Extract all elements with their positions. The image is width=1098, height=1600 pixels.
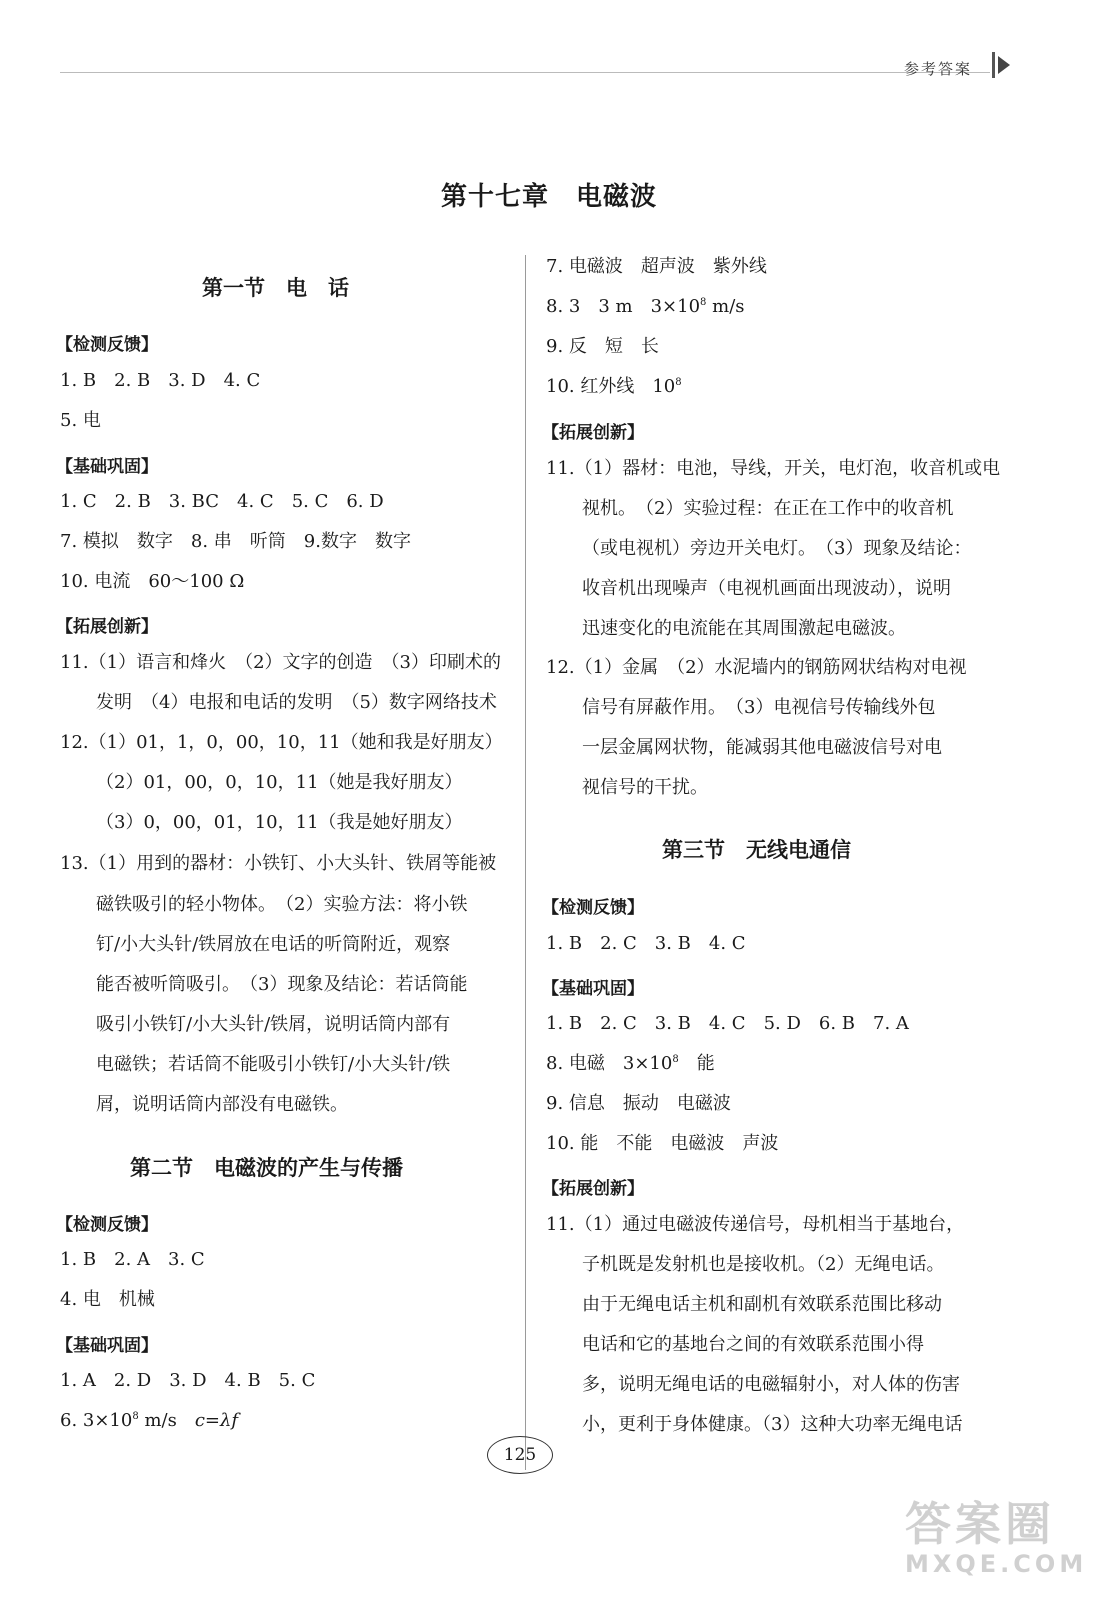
answer-line: 8. 电磁 $3\times 10^8$ 能 — [546, 1053, 715, 1074]
subheading-jiance: 【检测反馈】 — [56, 1215, 158, 1235]
answer-line: 11.（1）器材：电池，导线，开关，电灯泡，收音机或电 — [546, 458, 1001, 479]
answer-line: 8. 3 3 m $3\times 10^8$ m/s — [546, 296, 745, 317]
watermark-logo — [905, 1488, 1087, 1578]
answer-line: 吸引小铁钉/小大头针/铁屑，说明话筒内部有 — [96, 1014, 451, 1035]
answer-line: 视信号的干扰。 — [582, 777, 708, 798]
column-divider — [525, 255, 526, 1470]
header-rule — [60, 72, 990, 73]
answer-line: 10. 能 不能 电磁波 声波 — [546, 1133, 779, 1154]
answer-line: （2）01，00，0，10，11（她是我好朋友） — [96, 772, 463, 793]
answer-line: 屑，说明话筒内部没有电磁铁。 — [96, 1094, 348, 1115]
watermark-url: MXQE.COM — [905, 1550, 1088, 1578]
answer-line: 多，说明无绳电话的电磁辐射小，对人体的伤害 — [582, 1374, 960, 1395]
subheading-tuozhan: 【拓展创新】 — [56, 617, 158, 637]
section-title-2: 第二节 电磁波的产生与传播 — [130, 1156, 403, 1180]
answer-line: 1. C 2. B 3. BC 4. C 5. C 6. D — [60, 491, 384, 512]
section-title-1: 第一节 电 话 — [202, 276, 349, 300]
subheading-jichu: 【基础巩固】 — [56, 457, 158, 477]
answer-line: 4. 电 机械 — [60, 1289, 155, 1310]
answer-line: 视机。 （2）实验过程：在正在工作中的收音机 — [582, 498, 954, 519]
answer-line: 1. B 2. C 3. B 4. C — [546, 933, 746, 954]
answer-line: 12.（1）金属 （2）水泥墙内的钢筋网状结构对电视 — [546, 657, 967, 678]
answer-line: 信号有屏蔽作用。 （3）电视信号传输线外包 — [582, 697, 936, 718]
answer-line: 9. 信息 振动 电磁波 — [546, 1093, 731, 1114]
subheading-tuozhan: 【拓展创新】 — [542, 1179, 644, 1199]
answer-line: 能否被听筒吸引。 （3）现象及结论：若话筒能 — [96, 974, 468, 995]
answer-line: 12.（1）01，1，0，00，10，11（她和我是好朋友） — [60, 732, 503, 753]
subheading-jiance: 【检测反馈】 — [542, 898, 644, 918]
page-number: 125 — [487, 1436, 553, 1474]
answer-line: 13.（1）用到的器材：小铁钉、小大头针、铁屑等能被 — [60, 853, 497, 874]
answer-line: 迅速变化的电流能在其周围激起电磁波。 — [582, 618, 906, 639]
section-title-3: 第三节 无线电通信 — [662, 838, 851, 862]
chapter-title: 第十七章 电磁波 — [440, 182, 657, 212]
answer-line: 一层金属网状物，能减弱其他电磁波信号对电 — [582, 737, 942, 758]
answer-line: 7. 模拟 数字 8. 串 听筒 9.数字 数字 — [60, 531, 411, 552]
answer-line: 1. B 2. B 3. D 4. C — [60, 370, 261, 391]
answer-line: 电磁铁；若话筒不能吸引小铁钉/小大头针/铁 — [96, 1054, 451, 1075]
answer-line: 电话和它的基地台之间的有效联系范围小得 — [582, 1334, 924, 1355]
answer-line: 钉/小大头针/铁屑放在电话的听筒附近，观察 — [96, 934, 451, 955]
triangle-arrow-icon — [998, 56, 1010, 74]
answer-line: 小，更利于身体健康。（3）这种大功率无绳电话 — [582, 1414, 963, 1435]
answer-line: 子机既是发射机也是接收机。（2）无绳电话。 — [582, 1254, 945, 1275]
answer-line: （或电视机）旁边开关电灯。 （3）现象及结论： — [582, 538, 972, 559]
answer-line: 9. 反 短 长 — [546, 336, 659, 357]
answer-line: 收音机出现噪声（电视机画面出现波动），说明 — [582, 578, 951, 599]
answer-line: 由于无绳电话主机和副机有效联系范围比移动 — [582, 1294, 942, 1315]
answer-line: 11.（1）通过电磁波传递信号，母机相当于基地台， — [546, 1214, 965, 1235]
subheading-jichu: 【基础巩固】 — [542, 979, 644, 999]
answer-line: 10. 红外线 $10^8$ — [546, 376, 682, 397]
answer-line: 1. A 2. D 3. D 4. B 5. C — [60, 1370, 316, 1391]
subheading-jiance: 【检测反馈】 — [56, 335, 158, 355]
header-label: 参考答案 — [904, 60, 973, 78]
watermark-text: 答案圈 — [905, 1497, 1055, 1551]
answer-line: 7. 电磁波 超声波 紫外线 — [546, 256, 767, 277]
answer-line: 10. 电流 60～100 Ω — [60, 571, 245, 592]
answer-line: 发明 （4）电报和电话的发明 （5）数字网络技术 — [96, 692, 497, 713]
answer-line: 6. $3\times 10^8$ m/s c=λf — [60, 1410, 239, 1431]
answer-line: 磁铁吸引的轻小物体。 （2）实验方法：将小铁 — [96, 894, 468, 915]
answer-line: （3）0，00，01，10，11（我是她好朋友） — [96, 812, 463, 833]
answer-line: 11.（1）语言和烽火 （2）文字的创造 （3）印刷术的 — [60, 652, 501, 673]
answer-line: 1. B 2. A 3. C — [60, 1249, 205, 1270]
subheading-tuozhan: 【拓展创新】 — [542, 423, 644, 443]
header-bar — [992, 52, 995, 78]
answer-line: 1. B 2. C 3. B 4. C 5. D 6. B 7. A — [546, 1013, 909, 1034]
answer-line: 5. 电 — [60, 410, 101, 431]
subheading-jichu: 【基础巩固】 — [56, 1336, 158, 1356]
